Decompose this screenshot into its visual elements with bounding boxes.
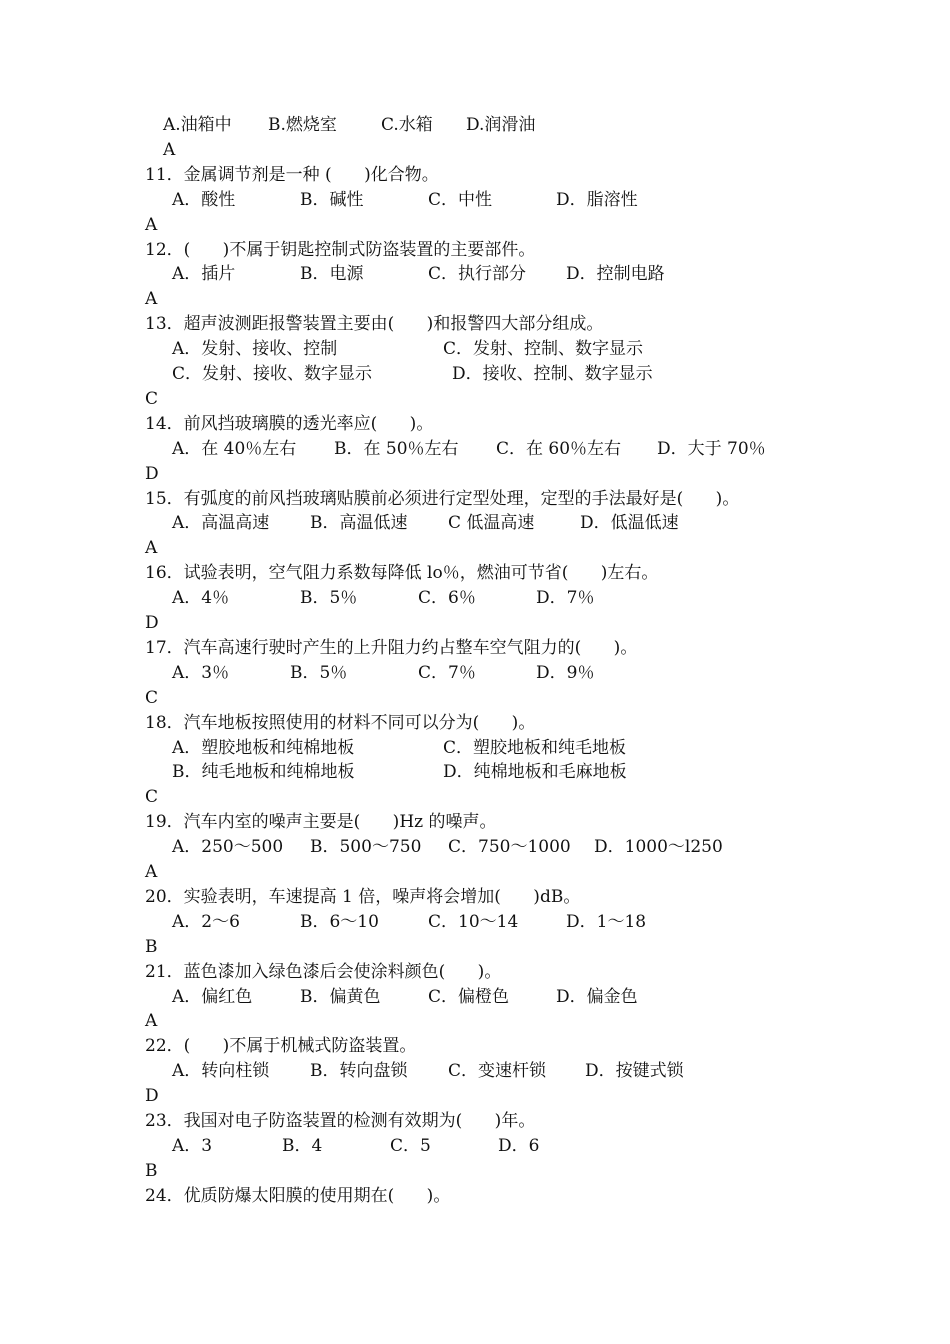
option-text: A．高温高速 <box>172 513 270 533</box>
option-text: B．偏黄色 <box>300 987 381 1007</box>
option-text: D.润滑油 <box>466 115 536 135</box>
question-text: 11．金属调节剂是一种 ( )化合物。 <box>145 165 439 185</box>
option-text: C．10～14 <box>428 912 519 932</box>
question-text: 15．有弧度的前风挡玻璃贴膜前必须进行定型处理，定型的手法最好是( )。 <box>145 489 740 509</box>
option-text: A．在 40％左右 <box>172 439 297 459</box>
option-text: C．5 <box>390 1136 431 1156</box>
option-text: B．碱性 <box>300 190 364 210</box>
answer-key: A <box>145 538 158 558</box>
answer-key: B <box>145 937 158 957</box>
option-text: A．插片 <box>172 264 236 284</box>
option-text: B.燃烧室 <box>268 115 337 135</box>
answer-key: C <box>145 787 159 807</box>
option-text: D．6 <box>498 1136 540 1156</box>
option-text: B．纯毛地板和纯棉地板 <box>172 762 355 782</box>
option-text: A．发射、接收、控制 <box>172 339 338 359</box>
option-text: B．500～750 <box>310 837 422 857</box>
question-text: 23．我国对电子防盗装置的检测有效期为( )年。 <box>145 1111 536 1131</box>
option-text: D．低温低速 <box>580 513 679 533</box>
answer-key: B <box>145 1161 158 1181</box>
option-text: D．偏金色 <box>556 987 638 1007</box>
option-text: C．塑胶地板和纯毛地板 <box>443 738 627 758</box>
option-text: D．9％ <box>536 663 595 683</box>
option-text: B．5％ <box>290 663 348 683</box>
option-text: D．脂溶性 <box>556 190 638 210</box>
option-text: B．电源 <box>300 264 364 284</box>
option-text: D．7％ <box>536 588 595 608</box>
option-text: A．酸性 <box>172 190 236 210</box>
option-text: C．750～1000 <box>448 837 571 857</box>
option-text: B．6～10 <box>300 912 379 932</box>
answer-key: A <box>163 140 176 160</box>
option-text: C．偏橙色 <box>428 987 510 1007</box>
option-text: B．在 50％左右 <box>334 439 459 459</box>
option-text: A．3 <box>172 1136 213 1156</box>
answer-key: D <box>145 1086 159 1106</box>
answer-key: C <box>145 389 159 409</box>
option-text: A．3％ <box>172 663 230 683</box>
option-text: A．4％ <box>172 588 230 608</box>
question-text: 16．试验表明，空气阻力系数每降低 lo％，燃油可节省( )左右。 <box>145 563 659 583</box>
answer-key: A <box>145 215 158 235</box>
answer-key: A <box>145 862 158 882</box>
option-text: C．发射、控制、数字显示 <box>443 339 644 359</box>
question-text: 20．实验表明，车速提高 1 倍，噪声将会增加( )dB。 <box>145 887 581 907</box>
option-text: D．接收、控制、数字显示 <box>452 364 653 384</box>
option-text: C．发射、接收、数字显示 <box>172 364 373 384</box>
question-text: 13．超声波测距报警装置主要由( )和报警四大部分组成。 <box>145 314 604 334</box>
option-text: C 低温高速 <box>448 513 535 533</box>
option-text: A．偏红色 <box>172 987 253 1007</box>
option-text: A．塑胶地板和纯棉地板 <box>172 738 355 758</box>
answer-key: A <box>145 1011 158 1031</box>
option-text: A．转向柱锁 <box>172 1061 270 1081</box>
option-text: D．控制电路 <box>566 264 665 284</box>
option-text: A.油箱中 <box>163 115 232 135</box>
question-text: 17．汽车高速行驶时产生的上升阻力约占整车空气阻力的( )。 <box>145 638 638 658</box>
option-text: B．高温低速 <box>310 513 408 533</box>
option-text: D．按键式锁 <box>585 1061 684 1081</box>
answer-key: A <box>145 289 158 309</box>
option-text: D．纯棉地板和毛麻地板 <box>443 762 627 782</box>
question-text: 19．汽车内室的噪声主要是( )Hz 的噪声。 <box>145 812 497 832</box>
option-text: C．执行部分 <box>428 264 527 284</box>
question-text: 21．蓝色漆加入绿色漆后会使涂料颜色( )。 <box>145 962 502 982</box>
option-text: D．1000～l250 <box>594 837 723 857</box>
option-text: A．250～500 <box>172 837 284 857</box>
answer-key: D <box>145 613 159 633</box>
answer-key: D <box>145 464 159 484</box>
question-text: 22．( )不属于机械式防盗装置。 <box>145 1036 417 1056</box>
question-text: 12．( )不属于钥匙控制式防盗装置的主要部件。 <box>145 240 536 260</box>
option-text: C．6％ <box>418 588 476 608</box>
option-text: C．在 60％左右 <box>496 439 622 459</box>
option-text: B．5％ <box>300 588 358 608</box>
option-text: C．7％ <box>418 663 476 683</box>
option-text: C．中性 <box>428 190 493 210</box>
option-text: B．4 <box>282 1136 323 1156</box>
question-text: 14．前风挡玻璃膜的透光率应( )。 <box>145 414 434 434</box>
answer-key: C <box>145 688 159 708</box>
option-text: B．转向盘锁 <box>310 1061 408 1081</box>
question-text: 18．汽车地板按照使用的材料不同可以分为( )。 <box>145 713 536 733</box>
option-text: A．2～6 <box>172 912 240 932</box>
option-text: D．1～18 <box>566 912 647 932</box>
option-text: C．变速杆锁 <box>448 1061 547 1081</box>
option-text: C.水箱 <box>381 115 433 135</box>
option-text: D．大于 70％ <box>657 439 766 459</box>
question-text: 24．优质防爆太阳膜的使用期在( )。 <box>145 1186 451 1206</box>
